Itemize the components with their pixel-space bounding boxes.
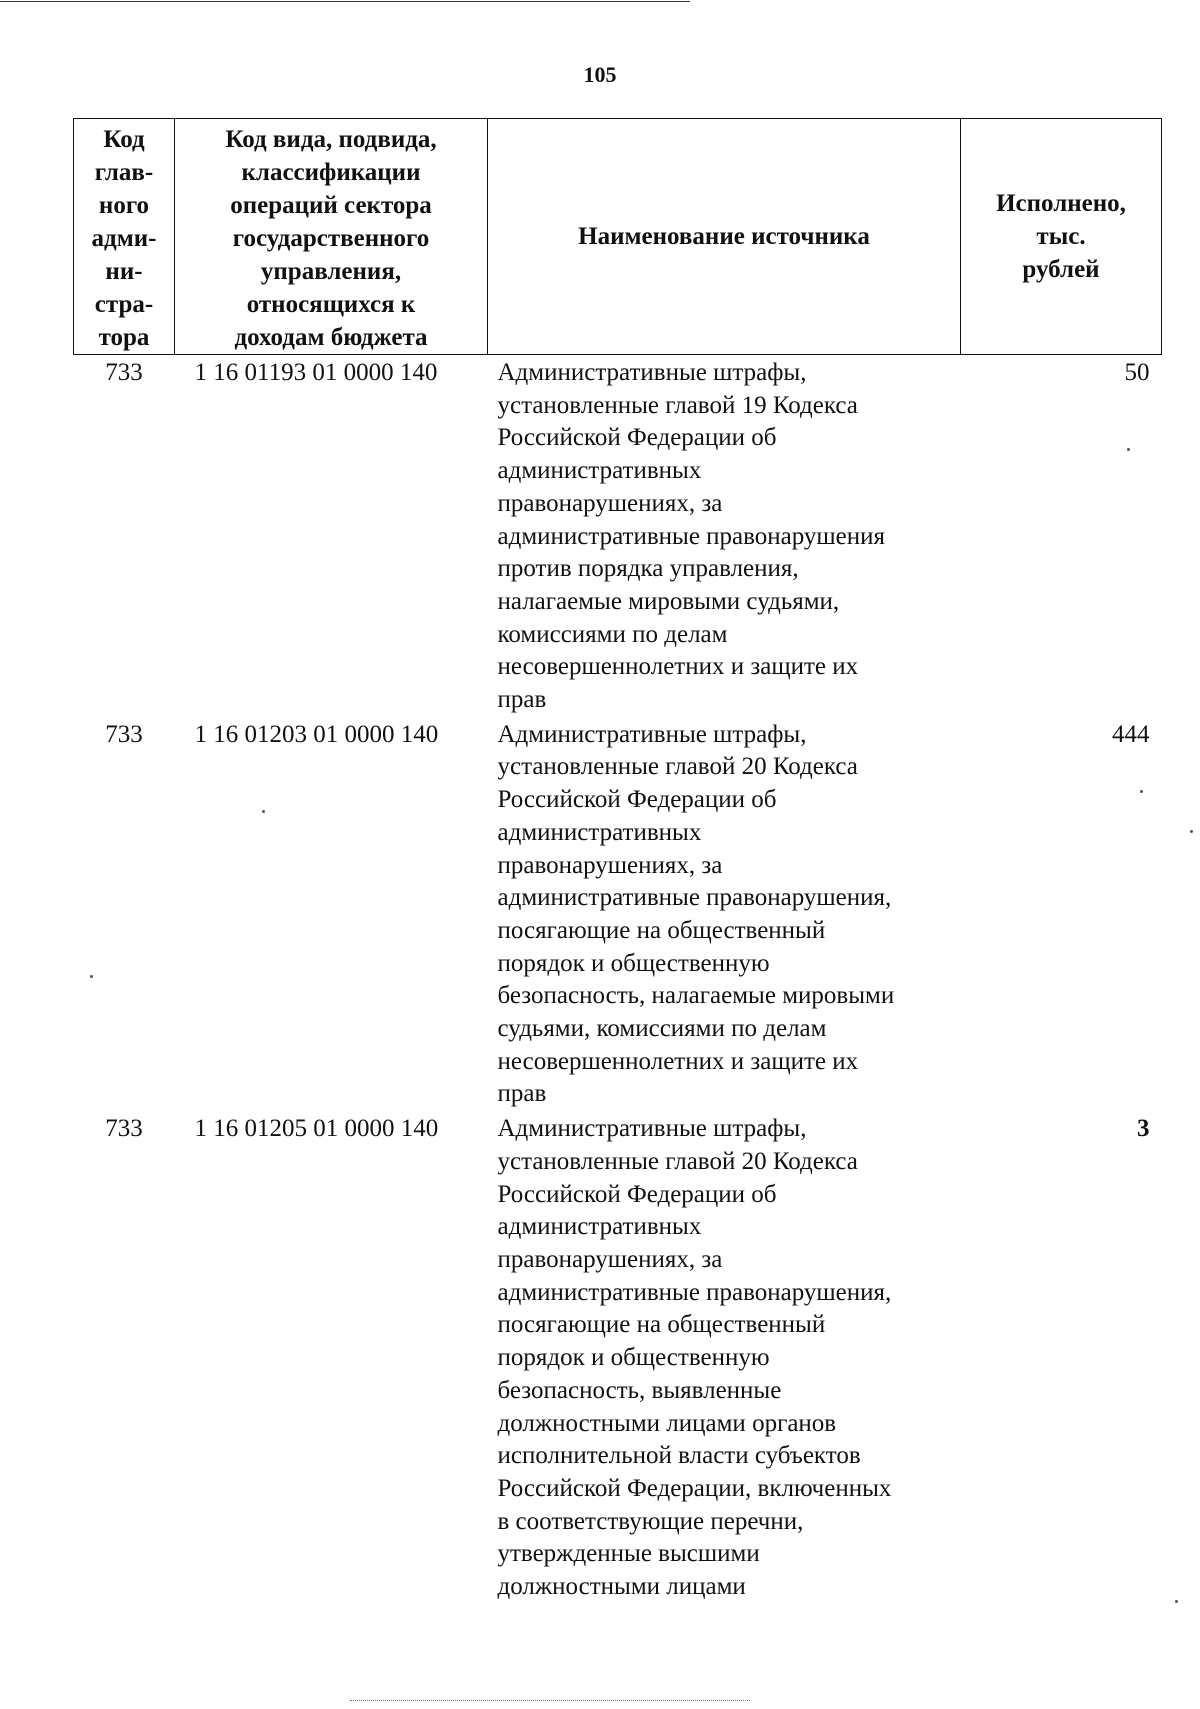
header-line: доходам бюджета [234,324,428,351]
header-line: классификации [241,159,421,186]
income-sources-table [73,118,1162,1604]
income-code-cell: 1 16 01203 01 0000 140 [194,720,439,748]
header-line: Исполнено, [996,190,1126,217]
source-name-line: исполнительной власти субъектов [497,1442,861,1470]
source-name-line: безопасность, налагаемые мировыми [497,982,895,1010]
source-name-line: установленные главой 19 Кодекса [497,391,858,419]
scan-speck [1140,790,1143,793]
header-executed-amount [961,119,1162,355]
header-line: Наименование источника [578,223,870,250]
table-header-row [74,119,1162,355]
header-line: адми- [91,225,157,252]
income-code-cell: 1 16 01193 01 0000 140 [194,359,438,386]
header-line: относящихся к [246,291,416,318]
header-line: государственного [232,225,430,252]
source-name-line: Административные штрафы, [497,720,807,748]
header-line: глав- [94,159,154,186]
source-name-line: Российской Федерации об [497,424,777,452]
source-name-cell [488,355,961,717]
source-name-line: прав [497,686,547,714]
admin-code-cell: 733 [105,720,143,748]
source-name-line: установленные главой 20 Кодекса [497,1147,858,1175]
source-name-line: Административные штрафы, [497,359,807,386]
header-admin-code [74,119,175,355]
header-source-name [488,119,961,355]
executed-amount-cell: 50 [1124,359,1150,386]
executed-amount-cell: 444 [1112,720,1150,748]
source-name-line: Российской Федерации, включенных [497,1474,892,1502]
source-name-line: комиссиями по делам [497,620,728,648]
source-name-line: административных [497,457,702,485]
source-name-line: против порядка управления, [497,555,799,583]
top-scan-rule [0,1,690,2]
income-sources-table-wrapper [73,118,1161,1604]
source-name-line: административные правонарушения, [497,884,892,912]
admin-code-cell: 733 [105,1115,143,1143]
source-name-cell [488,717,961,1111]
header-line: тыс. [1036,223,1086,250]
source-name-line: Российской Федерации об [497,786,777,814]
income-code-cell: 1 16 01205 01 0000 140 [194,1115,439,1143]
header-line: рублей [1022,256,1100,283]
table-row [74,355,1162,717]
scan-speck [1175,1600,1178,1603]
source-name-line: административные правонарушения [497,522,886,550]
source-name-cell [488,1111,961,1604]
source-name-line: порядок и общественную [497,949,770,977]
scan-bottom-noise [350,1700,750,1703]
source-name-line: несовершеннолетних и защите их [497,1047,859,1075]
header-line: ного [98,192,150,219]
source-name-line: несовершеннолетних и защите их [497,653,859,681]
table-row [74,717,1162,1111]
source-name-line: должностными лицами [497,1573,746,1601]
scan-speck [1190,830,1193,833]
header-line: Код [103,126,145,153]
source-name-line: административных [497,818,702,846]
source-name-line: административных [497,1213,702,1241]
source-name-line: в соответствующие перечни, [497,1507,804,1535]
source-name-line: Российской Федерации об [497,1180,777,1208]
page-number: 105 [583,62,617,87]
scan-speck [262,810,265,813]
source-name-line: безопасность, выявленные [497,1376,782,1404]
source-name-line: прав [497,1080,547,1108]
source-name-line: правонарушениях, за [497,851,723,879]
executed-amount-cell: 3 [1137,1115,1150,1143]
source-name-line: посягающие на общественный [497,916,826,944]
admin-code-cell: 733 [105,359,143,386]
source-name-line: должностными лицами органов [497,1409,837,1437]
source-name-line: установленные главой 20 Кодекса [497,753,858,781]
source-name-line: правонарушениях, за [497,1245,723,1273]
source-name-line: Административные штрафы, [497,1115,807,1143]
source-name-line: налагаемые мировыми судьями, [497,587,840,615]
table-row [74,1111,1162,1604]
header-line: ни- [105,258,143,285]
header-line: операций сектора [230,192,432,219]
scan-speck [1127,448,1130,451]
header-line: тора [98,324,150,351]
source-name-line: правонарушениях, за [497,489,723,517]
table-body [74,355,1162,1604]
source-name-line: утвержденные высшими [497,1540,760,1568]
source-name-line: административные правонарушения, [497,1278,892,1306]
source-name-line: порядок и общественную [497,1344,770,1372]
source-name-line: судьями, комиссиями по делам [497,1015,827,1043]
scan-speck [90,975,93,978]
header-line: Код вида, подвида, [225,126,437,153]
header-line: стра- [94,291,154,318]
header-line: управления, [260,258,402,285]
header-income-code [175,119,488,355]
source-name-line: посягающие на общественный [497,1311,826,1339]
